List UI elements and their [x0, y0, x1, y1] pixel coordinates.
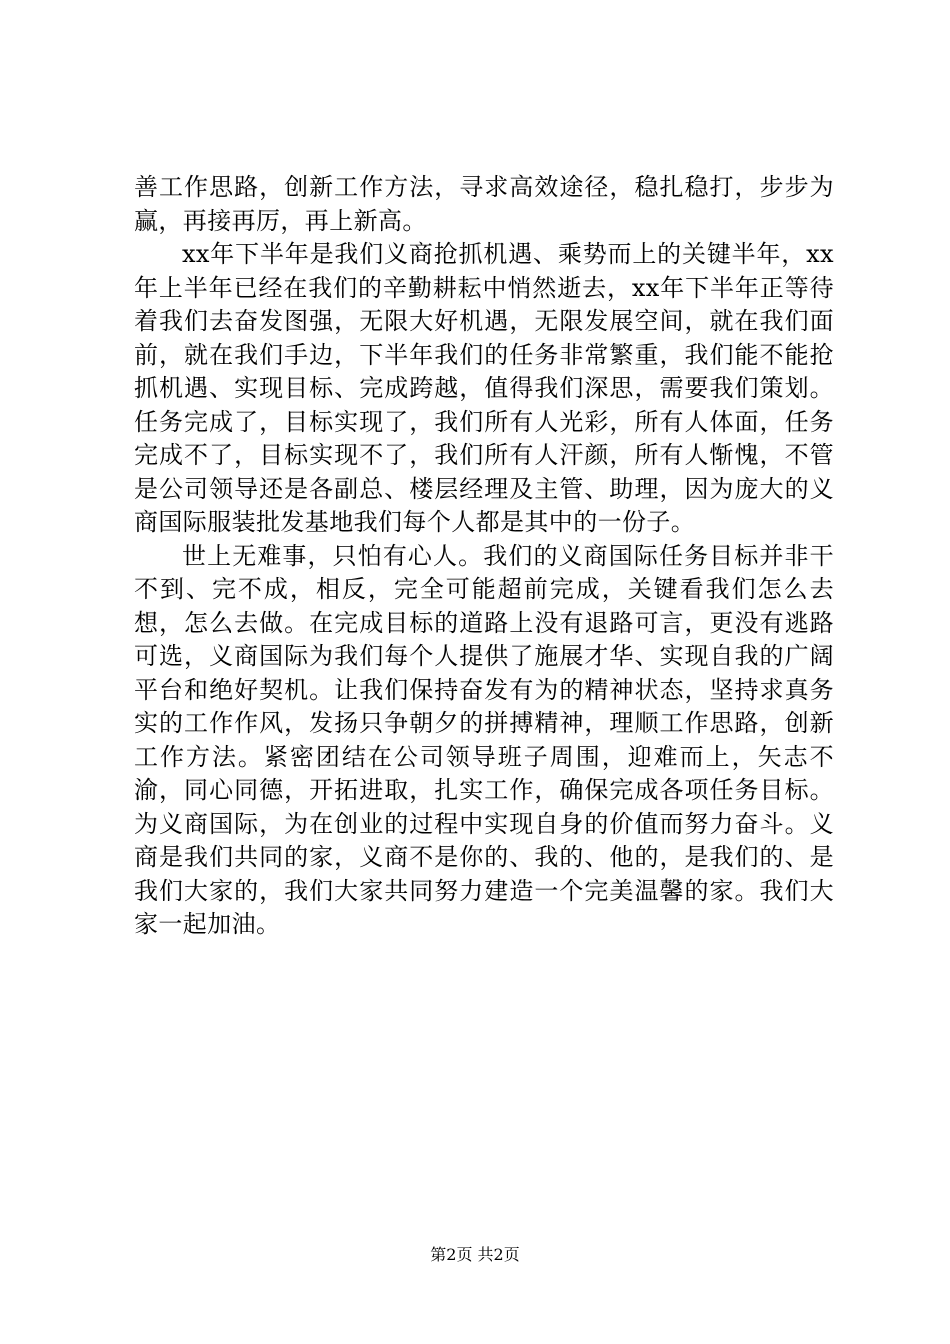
document-body [134, 171, 834, 942]
paragraph-continuation: 善工作思路，创新工作方法，寻求高效途径，稳扎稳打，步步为赢，再接再厉，再上新高。 [134, 173, 834, 235]
paragraph-second-half-year: xx年下半年是我们义商抢抓机遇、乘势而上的关键半年，xx年上半年已经在我们的辛勤耕耘中悄然逝去，xx年下半年正等待着我们去奋发图强，无限大好机遇，无限发展空间，就在我们面前，就在我们手边，下半年我们的任务非常繁重，我们能不能抢抓机遇、实现目标、完成跨越，值得我们深思，需要我们策划。任务完成了，目标实现了，我们所有人光彩，所有人体面，任务完成不了，目标实现不了，我们所有人汗颜，所有人惭愧，不管是公司领导还是各副总、楼层经理及主管、助理，因为庞大的义商国际服装批发基地我们每个人都是其中的一份子。 [134, 240, 834, 536]
paragraph-nothing-is-hard: 世上无难事，只怕有心人。我们的义商国际任务目标并非干不到、完不成，相反，完全可能超前完成，关键看我们怎么去想，怎么去做。在完成目标的道路上没有退路可言，更没有逃路可选，义商国际为我们每个人提供了施展才华、实现自我的广阔平台和绝好契机。让我们保持奋发有为的精神状态，坚持求真务实的工作作风，发扬只争朝夕的拼搏精神，理顺工作思路，创新工作方法。紧密团结在公司领导班子周围，迎难而上，矢志不渝，同心同德，开拓进取，扎实工作，确保完成各项任务目标。为义商国际，为在创业的过程中实现自身的价值而努力奋斗。义商是我们共同的家，义商不是你的、我的、他的，是我们的、是我们大家的，我们大家共同努力建造一个完美温馨的家。我们大家一起加油。 [134, 541, 834, 938]
page-number-footer: 第2页 共2页 [430, 1245, 520, 1264]
